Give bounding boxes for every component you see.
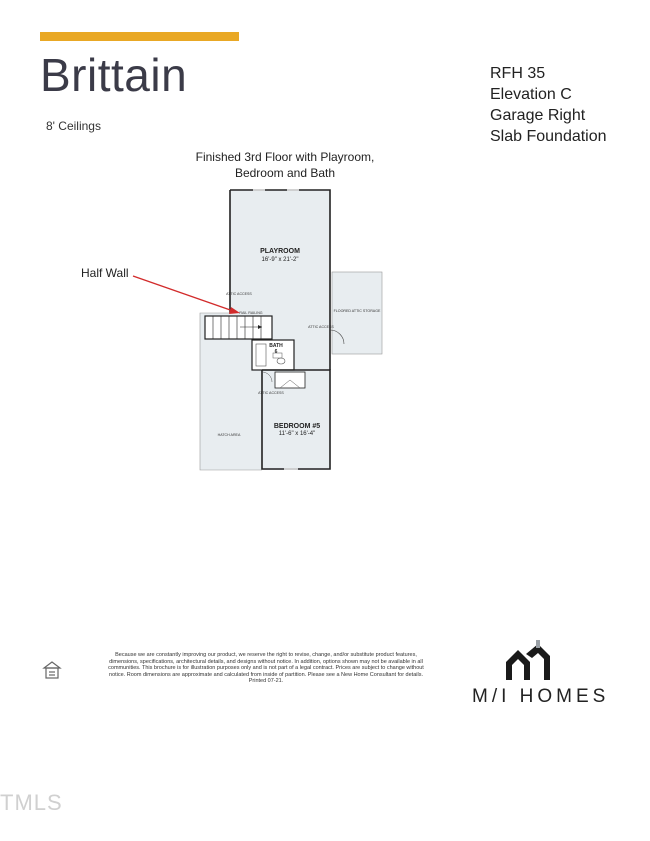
garage-side: Garage Right [490,107,586,124]
attic-access-label-1: ATTIC ACCESS [226,292,252,296]
mls-watermark: TMLS [0,790,63,815]
ceiling-height-note: 8' Ceilings [46,119,101,133]
foundation-type: Slab Foundation [490,128,607,145]
bath-number: 6 [274,349,278,355]
playroom-size: 16'-9" x 21'-2" [261,257,299,263]
stairway [205,316,272,339]
bedroom-name: BEDROOM #5 [273,423,321,430]
floor-caption-line1: Finished 3rd Floor with Playroom, [195,150,375,164]
elevation: Elevation C [490,86,572,103]
playroom-name: PLAYROOM [260,248,300,255]
half-wall-arrow [133,276,236,312]
page-title: Brittain [40,49,188,101]
plan-code: RFH 35 [490,65,546,82]
hatch-area-label: HATCH AREA [217,433,241,437]
attic-access-label-3: ATTIC ACCESS [258,391,284,395]
floor-caption-line2: Bedroom and Bath [234,166,336,180]
half-wall-label: Half Wall [81,266,129,280]
floored-attic-label: FLOORED ATTIC STORAGE [333,309,381,313]
bedroom-size: 11'-6" x 16'-4" [278,431,316,437]
attic-access-label-2: ATTIC ACCESS [308,325,334,329]
legal-disclaimer: Because we are constantly improving our product, we reserve the right to revise, change, and/or substitute product features, dimensions, specifications, architectural details, and designs without notice. In addition, options shown may not be available in all communities. This brochure is for illustration purposes only and is not part of a legal contract. Prices are subject to change without notice. Room dimensions are approximate and calculated from inside of partition. Please see a New Home Consultant for details. Printed 07-21. [108,652,424,685]
equal-housing-icon [42,660,62,680]
railing-label: RAIL RAILING [239,311,263,315]
brand-name: M/I HOMES [472,686,610,707]
attic-storage-area [332,272,382,354]
bath-name: BATH [269,343,283,349]
mi-homes-house-icon [503,640,553,684]
